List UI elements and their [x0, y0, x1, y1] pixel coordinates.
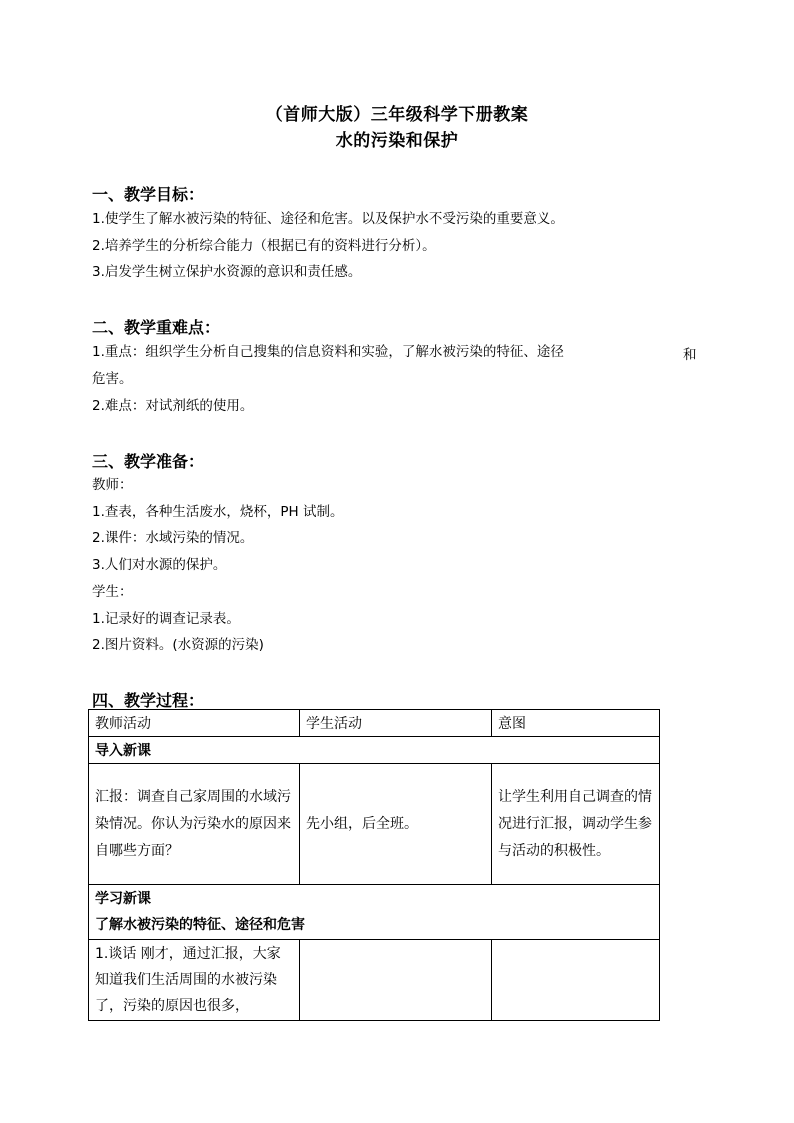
table-header-cell: 意图 [492, 710, 660, 737]
key-point-line: 1.重点：组织学生分析自己搜集的信息资料和实验，了解水被污染的特征、途径 [92, 344, 564, 360]
key-point-line: 危害。 [92, 371, 133, 387]
table-header-row [89, 710, 660, 737]
intent-cell: 让学生利用自己调查的情况进行汇报，调动学生参与活动的积极性。 [492, 764, 660, 885]
key-point-line-tail: 和 [683, 347, 697, 363]
document-title: （首师大版）三年级科学下册教案 [265, 105, 529, 125]
table-row [89, 940, 660, 1021]
table-header-cell: 教师活动 [89, 710, 300, 737]
table-section-row [89, 885, 660, 940]
preparation-line: 2.课件：水域污染的情况。 [92, 530, 254, 546]
section-subtitle-line: 了解水被污染的特征、途径和危害 [95, 917, 305, 933]
table-section-title [89, 885, 660, 940]
teacher-activity-cell: 汇报：调查自己家周围的水域污染情况。你认为污染水的原因来自哪些方面？ [89, 764, 300, 885]
section-heading-objectives: 一、教学目标： [92, 185, 205, 204]
preparation-line: 1.查表，各种生活废水，烧杯，PH 试制。 [92, 504, 344, 520]
teaching-process-table [88, 709, 660, 1021]
table-section-row [89, 737, 660, 764]
preparation-line: 学生： [92, 584, 133, 600]
preparation-line: 教师： [92, 477, 133, 493]
preparation-line: 2.图片资料。(水资源的污染) [92, 637, 264, 653]
section-heading-preparation: 三、教学准备： [92, 452, 205, 471]
student-activity-cell [300, 940, 492, 1021]
preparation-line: 1.记录好的调查记录表。 [92, 611, 240, 627]
key-point-line: 2.难点：对试剂纸的使用。 [92, 398, 254, 414]
document-subtitle: 水的污染和保护 [335, 131, 459, 151]
section-heading-process: 四、教学过程： [92, 691, 205, 710]
table-header-cell: 学生活动 [300, 710, 492, 737]
table-section-title: 导入新课 [89, 737, 660, 764]
preparation-line: 3.人们对水源的保护。 [92, 557, 227, 573]
section-title-line: 学习新课 [95, 891, 151, 907]
teacher-activity-cell: 1.谈话 刚才，通过汇报，大家知道我们生活周围的水被污染了，污染的原因也很多， [89, 940, 300, 1021]
table-row [89, 764, 660, 885]
section-heading-key-points: 二、教学重难点： [92, 318, 221, 337]
student-activity-cell: 先小组，后全班。 [300, 764, 492, 885]
objective-line: 1.使学生了解水被污染的特征、途径和危害。以及保护水不受污染的重要意义。 [92, 211, 564, 227]
objective-line: 2.培养学生的分析综合能力（根据已有的资料进行分析）。 [92, 238, 436, 254]
intent-cell [492, 940, 660, 1021]
objective-line: 3.启发学生树立保护水资源的意识和责任感。 [92, 264, 362, 280]
